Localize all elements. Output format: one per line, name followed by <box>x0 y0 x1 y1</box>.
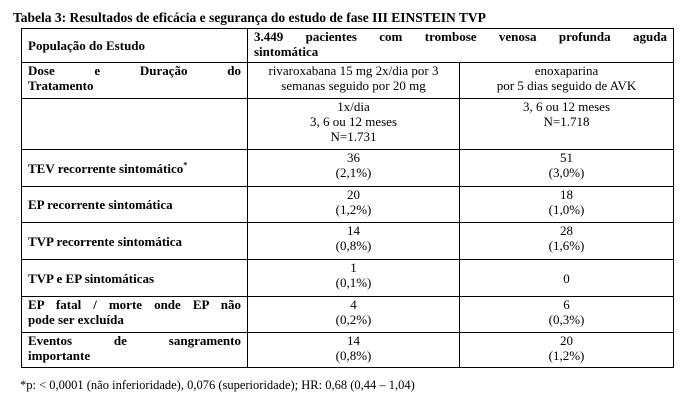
outcome-label-cell: TVP e EP sintomáticas <box>22 260 248 297</box>
table-row <box>22 297 674 333</box>
table-row <box>22 260 674 297</box>
population-line: sintomática <box>254 44 319 59</box>
outcome-label-cell: Eventos de sangramento importante <box>22 333 248 368</box>
table-row <box>22 150 674 187</box>
rivaroxaban-result-cell: 36 (2,1%) <box>248 150 460 187</box>
efficacy-safety-table <box>21 28 674 368</box>
table-row <box>22 99 674 150</box>
table-row <box>22 29 674 63</box>
population-line: 3.449 pacientes com trombose venosa profunda aguda <box>254 29 667 44</box>
empty-cell <box>22 99 248 150</box>
enoxaparin-result-cell: 20 (1,2%) <box>460 333 674 368</box>
rivaroxaban-result-cell: 14 (0,8%) <box>248 333 460 368</box>
enoxaparin-regimen-cell: 3, 6 ou 12 meses N=1.718 <box>460 99 674 150</box>
enoxaparin-dose-cell: enoxaparina por 5 dias seguido de AVK <box>460 63 674 99</box>
dose-label-cell: Dose e Duração do Tratamento <box>22 63 248 99</box>
population-label-cell: População do Estudo <box>22 29 248 63</box>
enoxaparin-result-cell: 0 <box>460 260 674 297</box>
outcome-label-cell: EP fatal / morte onde EP não pode ser excluída <box>22 297 248 333</box>
rivaroxaban-result-cell: 4 (0,2%) <box>248 297 460 333</box>
rivaroxaban-result-cell: 1 (0,1%) <box>248 260 460 297</box>
population-description-cell <box>248 29 674 63</box>
enoxaparin-result-cell: 6 (0,3%) <box>460 297 674 333</box>
table-row <box>22 63 674 99</box>
enoxaparin-result-cell: 51 (3,0%) <box>460 150 674 187</box>
outcome-label-cell: TVP recorrente sintomática <box>22 223 248 260</box>
rivaroxaban-result-cell: 20 (1,2%) <box>248 187 460 223</box>
enoxaparin-result-cell: 18 (1,0%) <box>460 187 674 223</box>
table-caption: Tabela 3: Resultados de eficácia e segurança do estudo de fase III EINSTEIN TVP <box>13 10 486 25</box>
enoxaparin-result-cell: 28 (1,6%) <box>460 223 674 260</box>
rivaroxaban-regimen-cell: 1x/dia 3, 6 ou 12 meses N=1.731 <box>248 99 460 150</box>
table-footnote: *p: < 0,0001 (não inferioridade), 0,076 (superioridade); HR: 0,68 (0,44 – 1,04) <box>20 378 415 392</box>
table-row <box>22 187 674 223</box>
outcome-label-cell: TEV recorrente sintomático* <box>22 150 248 187</box>
table-row <box>22 223 674 260</box>
rivaroxaban-result-cell: 14 (0,8%) <box>248 223 460 260</box>
table-row <box>22 333 674 368</box>
rivaroxaban-dose-cell: rivaroxabana 15 mg 2x/dia por 3 semanas seguido por 20 mg <box>248 63 460 99</box>
outcome-label-cell: EP recorrente sintomática <box>22 187 248 223</box>
